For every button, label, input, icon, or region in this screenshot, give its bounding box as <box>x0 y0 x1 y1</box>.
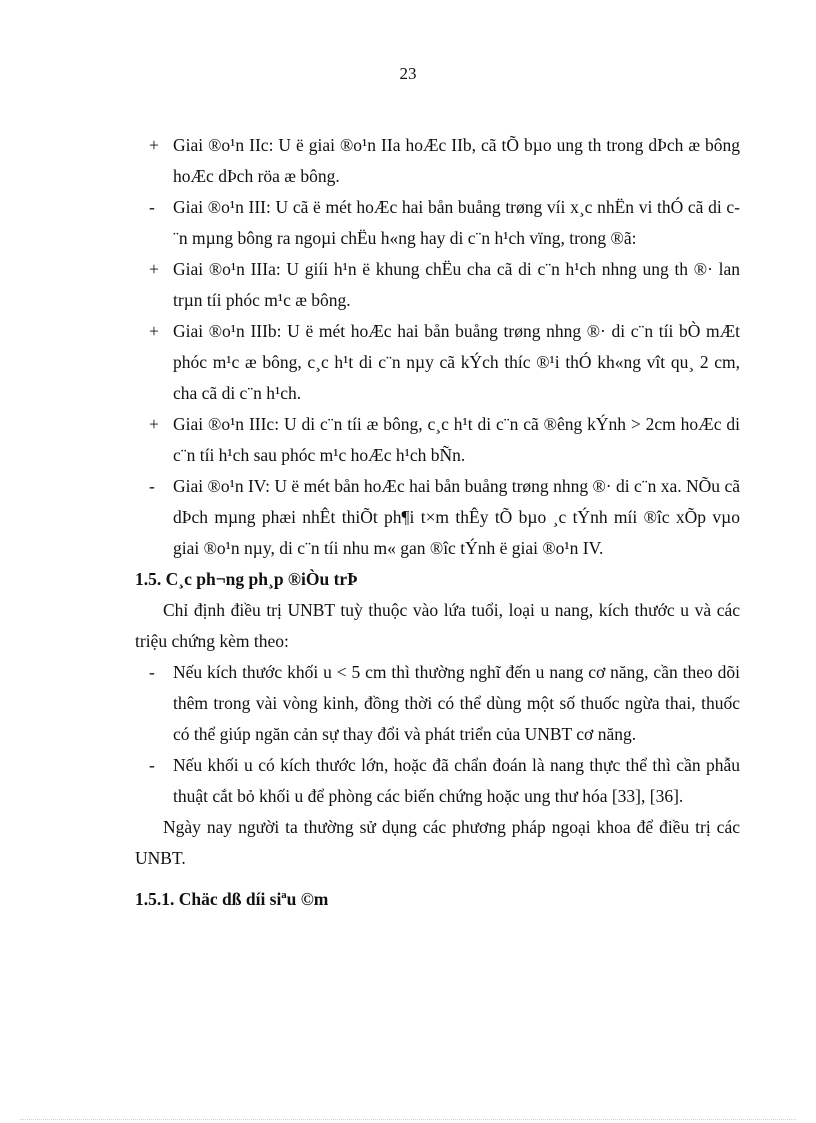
list-item <box>135 409 740 471</box>
section-heading-1-5-1: 1.5.1. Chäc dß díi siªu ©m <box>135 889 329 909</box>
page-number: 23 <box>399 64 417 83</box>
list-item <box>135 130 740 192</box>
list-item-text: Giai ®o¹n IV: U ë mét bån hoÆc hai bån buång trøng nhng ®· di c¨n xa. NÕu cã dÞch mµng phæi nhÊt thiÕt ph¶i t×m thÊy tÕ bµo ¸c tÝnh míi ®îc xÕp vµo giai ®o¹n nµy, di c¨n tíi nhu m« gan ®îc tÝnh ë giai ®o¹n IV. <box>173 476 740 558</box>
list-item <box>135 316 740 409</box>
bullet-marker: + <box>149 414 159 434</box>
paragraph-today: Ngày nay người ta thường sử dụng các phương pháp ngoại khoa để điều trị các UNBT. <box>135 817 740 868</box>
list-item <box>135 192 740 254</box>
list-item <box>135 254 740 316</box>
list-item <box>135 657 740 750</box>
bullet-marker: + <box>149 259 159 279</box>
bullet-marker: - <box>149 476 155 496</box>
list-item-text: Giai ®o¹n IIIa: U giíi h¹n ë khung chËu cha cã di c¨n h¹ch nhng ung th ®· lan trµn tíi phóc m¹c æ bông. <box>173 259 740 310</box>
bullet-marker: + <box>149 321 159 341</box>
list-item-text: Nếu kích thước khối u < 5 cm thì thường nghĩ đến u nang cơ năng, cần theo dõi thêm trong vài vòng kinh, đồng thời có thể dùng một số thuốc ngừa thai, thuốc có thể giúp ngăn cản sự thay đổi và phát triển của UNBT cơ năng. <box>173 662 740 744</box>
document-body <box>135 130 740 915</box>
list-item-text: Nếu khối u có kích thước lớn, hoặc đã chẩn đoán là nang thực thể thì cần phẫu thuật cắt bỏ khối u để phòng các biến chứng hoặc ung thư hóa [33], [36]. <box>173 755 740 806</box>
bullet-marker: - <box>149 662 155 682</box>
list-item <box>135 750 740 812</box>
list-item-text: Giai ®o¹n IIIc: U di c¨n tíi æ bông, c¸c h¹t di c¨n cã ®êng kÝnh > 2cm hoÆc di c¨n tíi h¹ch sau phóc m¹c hoÆc h¹ch bÑn. <box>173 414 740 465</box>
section-heading-1-5: 1.5. C¸c ph¬ng ph¸p ®iÒu trÞ <box>135 569 358 589</box>
list-item-text: Giai ®o¹n III: U cã ë mét hoÆc hai bån buång trøng víi x¸c nhËn vi thÓ cã di c¨n mµng bông ra ngoµi chËu h«ng hay di c¨n h¹ch vïng, trong ®ã: <box>173 197 740 248</box>
list-item-text: Giai ®o¹n IIc: U ë giai ®o¹n IIa hoÆc IIb, cã tÕ bµo ung th trong dÞch æ bông hoÆc dÞch röa æ bông. <box>173 135 740 186</box>
list-item <box>135 471 740 564</box>
bullet-marker: - <box>149 755 155 775</box>
page-bottom-divider <box>20 1119 796 1120</box>
bullet-marker: + <box>149 135 159 155</box>
paragraph-intro: Chỉ định điều trị UNBT tuỳ thuộc vào lứa tuổi, loại u nang, kích thước u và các triệu chứng kèm theo: <box>135 600 740 651</box>
bullet-marker: - <box>149 197 155 217</box>
list-item-text: Giai ®o¹n IIIb: U ë mét hoÆc hai bån buång trøng nhng ®· di c¨n tíi bÒ mÆt phóc m¹c æ bông, c¸c h¹t di c¨n nµy cã kÝch thíc ®¹i thÓ kh«ng vît qu¸ 2 cm, cha cã di c¨n h¹ch. <box>173 321 740 403</box>
